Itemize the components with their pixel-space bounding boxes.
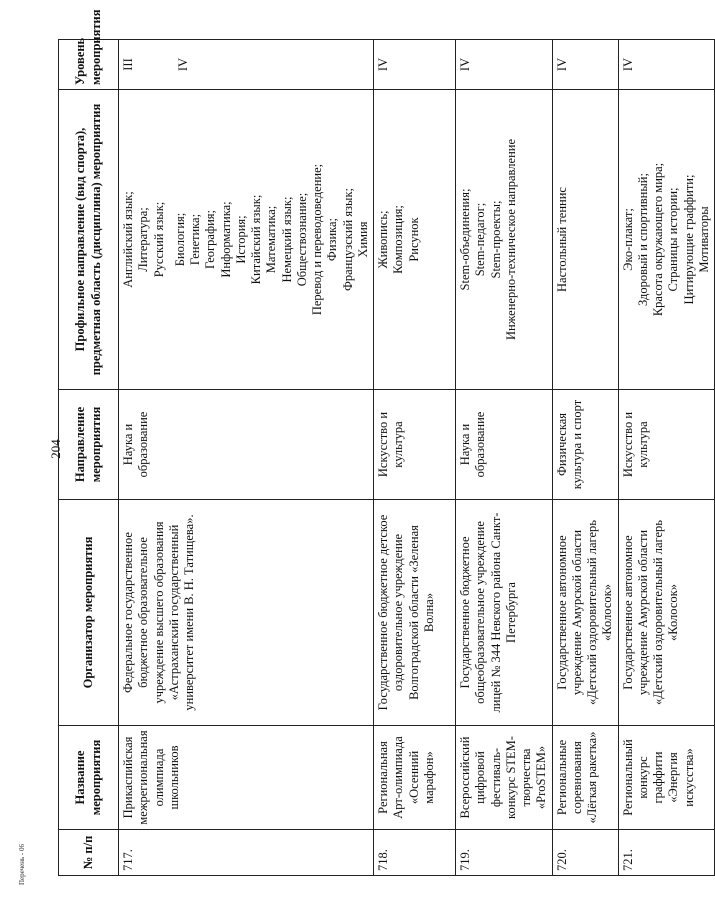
header-organizer: Организатор мероприятия bbox=[59, 500, 119, 726]
level-value: III bbox=[121, 58, 135, 71]
event-direction: Физическая культура и спорт bbox=[552, 390, 618, 500]
profile-item: Биология; bbox=[172, 212, 187, 267]
row-number: 718. bbox=[374, 830, 456, 876]
profile-item: Красота окружающего мира; bbox=[651, 162, 665, 317]
profile-item: Литература; bbox=[136, 207, 151, 272]
profile-item: Цитирующие граффити; bbox=[681, 174, 696, 305]
event-name: Региональные соревнования «Лёгкая ракетка» bbox=[552, 726, 618, 830]
profile-item: Русский язык; bbox=[151, 201, 166, 278]
profile-item: Страницы истории; bbox=[666, 187, 681, 292]
event-direction: Искусство и культура bbox=[374, 390, 456, 500]
header-level: Уровень мероприятия bbox=[59, 40, 119, 90]
table-row bbox=[618, 40, 715, 876]
footer-note: Перечень - 06 bbox=[18, 844, 26, 885]
header-name: Название мероприятия bbox=[59, 726, 119, 830]
rotated-table-container bbox=[58, 9, 711, 876]
table-row bbox=[374, 40, 456, 876]
event-name: Всероссийский цифровой фестиваль-конкурс STEM-творчества «ProSTEM» bbox=[456, 726, 553, 830]
profile-item: Эко-плакат; bbox=[620, 208, 635, 271]
event-level bbox=[119, 40, 374, 90]
event-profile bbox=[119, 90, 374, 390]
profile-item: Английский язык; bbox=[121, 191, 135, 288]
page-number: 204 bbox=[48, 439, 63, 459]
profile-item: Химия bbox=[355, 221, 370, 258]
profile-item: Перевод и переводоведение; bbox=[310, 163, 324, 316]
event-organizer: Государственное автономное учреждение Амурской области «Детский оздоровительный лагерь «Колосок» bbox=[552, 500, 618, 726]
event-direction: Искусство и культура bbox=[618, 390, 715, 500]
profile-item: Stem-педагог; bbox=[473, 202, 488, 277]
event-direction: Наука и образование bbox=[119, 390, 374, 500]
profile-item: Информатика; bbox=[218, 201, 233, 278]
header-profile: Профильное направление (вид спорта), предметная область (дисциплина) мероприятия bbox=[59, 90, 119, 390]
profile-item: Физика; bbox=[325, 217, 340, 262]
row-number: 717. bbox=[119, 830, 374, 876]
profile-item: Немецкий язык; bbox=[279, 196, 294, 283]
event-level: IV bbox=[456, 40, 553, 90]
event-level: IV bbox=[374, 40, 456, 90]
event-name: Прикаспийская межрегиональная олимпиада школьников bbox=[119, 726, 374, 830]
profile-item: Здоровый и спортивный; bbox=[635, 173, 650, 306]
profile-item: Обществознание; bbox=[294, 192, 309, 287]
table-row bbox=[552, 40, 618, 876]
header-direction: Направление мероприятия bbox=[59, 390, 119, 500]
event-organizer: Государственное бюджетное детское оздоровительное учреждение Волгоградской области «Зеленая Волна» bbox=[374, 500, 456, 726]
profile-item: Настольный теннис bbox=[554, 187, 569, 292]
profile-item: Математика; bbox=[264, 205, 279, 274]
row-number: 721. bbox=[618, 830, 715, 876]
table-header-row bbox=[59, 40, 119, 876]
profile-item: Французский язык; bbox=[340, 188, 355, 291]
header-number: № п/п bbox=[59, 830, 119, 876]
event-profile bbox=[552, 90, 618, 390]
profile-item: Живопись; bbox=[376, 210, 390, 269]
table-row bbox=[119, 40, 374, 876]
event-direction: Наука и образование bbox=[456, 390, 553, 500]
event-organizer: Федеральное государственное бюджетное образовательное учреждение высшего образования «Астраханский государственный университет имени В. Н. Татищева». bbox=[119, 500, 374, 726]
profile-item: Композиция; bbox=[391, 205, 406, 274]
table-row bbox=[456, 40, 553, 876]
profile-item: Stem-проекты; bbox=[488, 200, 503, 279]
row-number: 719. bbox=[456, 830, 553, 876]
event-level: IV bbox=[618, 40, 715, 90]
event-organizer: Государственное бюджетное общеобразовательное учреждение лицей № 344 Невского района Санкт-Петербурга bbox=[456, 500, 553, 726]
level-value: IV bbox=[176, 57, 191, 72]
profile-item: Stem-объединения; bbox=[458, 188, 472, 291]
event-organizer: Государственное автономное учреждение Амурской области «Детский оздоровительный лагерь «Колосок» bbox=[618, 500, 715, 726]
profile-item: Мотиваторы bbox=[696, 206, 711, 273]
profile-item: История; bbox=[233, 215, 248, 264]
profile-item: Генетика; bbox=[188, 213, 202, 266]
event-name: Региональный конкурс граффити «Энергия искусства» bbox=[618, 726, 715, 830]
profile-item: Рисунок bbox=[406, 217, 421, 262]
event-name: Региональная Арт-олимпиада «Осенний марафон» bbox=[374, 726, 456, 830]
row-number: 720. bbox=[552, 830, 618, 876]
event-profile bbox=[374, 90, 456, 390]
profile-item: Китайский язык; bbox=[249, 194, 263, 285]
event-profile bbox=[618, 90, 715, 390]
event-profile bbox=[456, 90, 553, 390]
profile-item: Инженерно-техническое направление bbox=[503, 138, 518, 341]
events-table bbox=[58, 9, 715, 876]
profile-item: География; bbox=[203, 210, 218, 270]
event-level: IV bbox=[552, 40, 618, 90]
